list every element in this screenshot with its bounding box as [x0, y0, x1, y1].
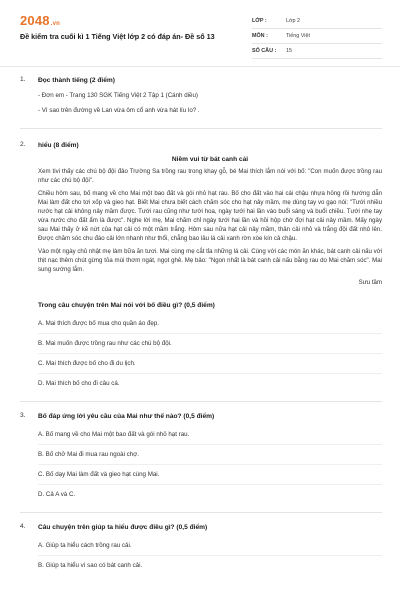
- question-title: hiểu (8 điểm): [38, 142, 79, 149]
- question-title: Câu chuyện trên giúp ta hiểu được điều gì? (0,5 điểm): [38, 524, 208, 531]
- option-divider: [38, 333, 382, 334]
- question-divider: [20, 512, 382, 513]
- meta-label: LỚP :: [252, 18, 267, 24]
- answer-option-b[interactable]: B. Mai muốn được trồng rau như các chú bộ đội.: [38, 340, 172, 347]
- question-number: 4.: [20, 523, 26, 530]
- question-3: [20, 412, 382, 500]
- question-line: - Đơn em - Trang 130 SGK Tiếng Việt 2 Tập 1 (Cánh diều): [38, 92, 198, 99]
- story-paragraph: Vào một ngày chủ nhật mẹ làm bữa ăn tươi. Mai cùng mẹ cắt tỉa những lá cải. Cùng với các món ăn khác, bát canh cải nấu với thịt nạc thêm chút gừng tỏa mùi thơm ngát, ngọt ghê. Mẹ bảo: "Ngon nhất là bát canh cải nấu bằng rau do Mai chăm sóc". Mai sung sướng lắm.: [38, 248, 382, 273]
- answer-option-d[interactable]: D. Cả A và C.: [38, 491, 76, 498]
- question-divider: [20, 128, 382, 129]
- meta-label: MÔN :: [252, 33, 268, 39]
- question-number: 3.: [20, 412, 26, 419]
- logo-sub: .vn: [50, 21, 61, 27]
- site-logo[interactable]: [20, 13, 60, 28]
- option-divider: [38, 464, 382, 465]
- document-title: Đề kiểm tra cuối kì 1 Tiếng Việt lớp 2 có đáp án- Đề số 13: [20, 32, 215, 41]
- answer-option-d[interactable]: D. Mai thích bố cho đi câu cá.: [38, 380, 120, 387]
- question-2: [20, 141, 382, 389]
- meta-label: SỐ CÂU :: [252, 48, 277, 54]
- logo-main: 2048: [20, 13, 50, 28]
- story-source: Sưu tầm: [358, 279, 382, 286]
- meta-row-subject: [252, 29, 382, 44]
- option-divider: [38, 444, 382, 445]
- option-divider: [38, 353, 382, 354]
- meta-value: Lớp 2: [286, 18, 301, 24]
- option-divider: [38, 484, 382, 485]
- meta-value: 15: [286, 48, 292, 54]
- option-divider: [38, 373, 382, 374]
- meta-row-question-count: [252, 44, 382, 59]
- header-divider: [0, 66, 400, 67]
- sub-question-title: Trong câu chuyện trên Mai nói với bố điều gì? (0,5 điểm): [38, 302, 215, 309]
- question-title: Đọc thành tiếng (2 điểm): [38, 77, 115, 84]
- answer-option-a[interactable]: A. Bố mang về cho Mai một bao đất và gói nhỏ hạt rau.: [38, 431, 190, 438]
- answer-option-a[interactable]: A. Giúp ta hiểu cách trồng rau cải.: [38, 542, 132, 549]
- answer-option-b[interactable]: B. Bố chở Mai đi mua rau ngoài chợ.: [38, 451, 139, 458]
- question-divider: [20, 401, 382, 402]
- document-header: [0, 0, 400, 66]
- answer-option-b[interactable]: B. Giúp ta hiểu vì sao có bát canh cải.: [38, 562, 143, 569]
- question-4: [20, 523, 382, 571]
- questions-content: [20, 76, 382, 571]
- question-line: - Vì sao trên đường về Lan vừa ôm cổ anh vừa hát líu lo? .: [38, 107, 200, 114]
- question-number: 2.: [20, 141, 26, 148]
- document-meta: [252, 14, 382, 59]
- option-divider: [38, 555, 382, 556]
- meta-row-class: [252, 14, 382, 29]
- meta-value: Tiếng Việt: [286, 33, 310, 39]
- story-paragraph: Chiều hôm sau, bố mang về cho Mai một bao đất và gói nhỏ hạt rau. Bố cho đất vào hai cái chậu nhựa hỏng rồi hướng dẫn Mai làm đất cho tơi xốp và gieo hạt. Biết Mai chưa biết cách chăm sóc cho hạt nảy mầm, mẹ dùng tay vo gạo nói: "Tưới nhiều nước hạt cải không nảy mầm được. Tưới rau cũng như tưới hoa, ngày tưới hai lần vào buổi sáng và buổi chiều. Tưới nhẹ tay vừa nước cho đất ẩm là được". Nghe lời mẹ, Mai chăm chỉ ngày tưới hai lần và hồi hộp chờ đợi hạt cải nảy mầm. Mấy ngày sau Mai thấy ở kẽ nứt của hạt cải có một mầm trắng. Hôm sau nữa hạt cải nảy mầm, thân cải nhỏ và trắng đội đất nhô lên. Được chăm sóc chu đáo cải lớn nhanh như thổi, chẳng bao lâu lá cải xanh rờn xòe kín cả chậu.: [38, 190, 382, 242]
- answer-option-a[interactable]: A. Mai thích được bố mua cho quần áo đẹp.: [38, 320, 160, 327]
- question-1: [20, 76, 382, 116]
- answer-option-c[interactable]: C. Mai thích được bố cho đi du lịch.: [38, 360, 136, 367]
- answer-option-c[interactable]: C. Bố dạy Mai làm đất và gieo hạt cùng Mai.: [38, 471, 160, 478]
- question-title: Bố đáp ứng lời yêu cầu của Mai như thế nào? (0,5 điểm): [38, 413, 215, 420]
- question-number: 1.: [20, 76, 26, 83]
- story-paragraph: Xem tivi thấy các chú bộ đội đảo Trường Sa trồng rau trong khay gỗ, bé Mai thích lắm nói với bố: "Con muốn được trồng rau như các chú bộ đội".: [38, 168, 382, 184]
- story-title: Niềm vui từ bát canh cải: [171, 156, 249, 163]
